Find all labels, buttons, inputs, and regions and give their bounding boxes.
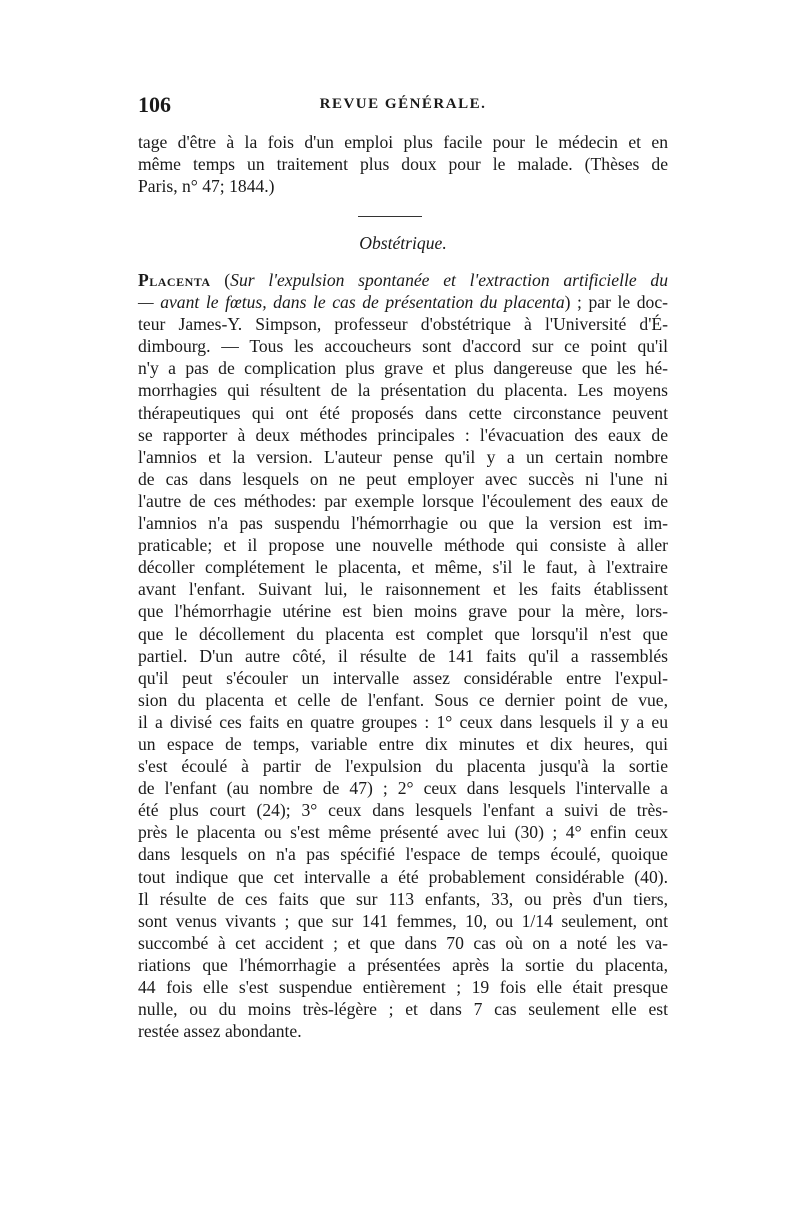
text-line: de l'enfant (au nombre de 47) ; 2° ceux dans lesquels l'intervalle a — [138, 778, 668, 799]
text-line: nulle, ou du moins très-légère ; et dans 7 cas seulement elle est — [138, 999, 668, 1020]
open-paren: ( — [210, 270, 231, 290]
text-line: n'y a pas de complication plus grave et plus dangereuse que les hé- — [138, 358, 668, 379]
text-line: tout indique que cet intervalle a été probablement considérable (40). — [138, 866, 668, 887]
text-line: l'amnios et la version. L'auteur pense qu'il y a un certain nombre — [138, 446, 668, 467]
text-line: succombé à cet accident ; et que dans 70 cas où on a noté les va- — [138, 932, 668, 953]
text-line: s'est écoulé à partir de l'expulsion du placenta jusqu'à la sortie — [138, 756, 668, 777]
text-line: été plus court (24); 3° ceux dans lesquels l'enfant a suivi de très- — [138, 800, 668, 821]
text-line: de cas dans lesquels on ne peut employer avec succès ni l'une ni — [138, 468, 668, 489]
section-title: Obstétrique. — [359, 233, 447, 253]
text-line: tage d'être à la fois d'un emploi plus facile pour le médecin et en — [138, 132, 668, 152]
text-line: il a divisé ces faits en quatre groupes : 1° ceux dans lesquels il y a eu — [138, 711, 668, 732]
text-line: Paris, n° 47; 1844.) — [138, 176, 275, 197]
text-line: avant l'enfant. Suivant lui, le raisonnement et les faits établissent — [138, 579, 668, 600]
text-line: l'amnios n'a pas suspendu l'hémorrhagie ou que la version est im- — [138, 513, 668, 534]
text-line: même temps un traitement plus doux pour le malade. (Thèses de — [138, 154, 668, 175]
text-line: restée assez abondante. — [138, 1021, 302, 1042]
section-divider — [358, 216, 422, 217]
text-line: partiel. D'un autre côté, il résulte de 141 faits qu'il a rassemblés — [138, 645, 668, 666]
lead-term: Placenta — [138, 270, 211, 290]
text-line: sion du placenta et celle de l'enfant. Sous ce dernier point de vue, — [138, 689, 668, 710]
article-second-line — [138, 291, 668, 313]
page-header — [138, 92, 668, 122]
text-line: morrhagies qui résultent de la présentation du placenta. Les moyens — [138, 380, 668, 401]
text-line: l'autre de ces méthodes: par exemple lorsque l'écoulement des eaux de — [138, 490, 668, 511]
text-line: 44 fois elle s'est suspendue entièrement ; 19 fois elle était presque — [138, 977, 668, 997]
article-paragraph — [138, 269, 668, 1042]
article-first-line — [138, 269, 668, 291]
carryover-paragraph — [138, 131, 668, 197]
text-line: teur James-Y. Simpson, professeur d'obstétrique à l'Université d'É- — [138, 314, 668, 335]
running-title: REVUE GÉNÉRALE. — [319, 96, 487, 112]
text-line: se rapporter à deux méthodes principales : l'évacuation des eaux de — [138, 424, 668, 445]
article-subtitle-part2: — avant le fœtus, dans le cas de présentation du placenta — [138, 292, 565, 313]
text-line: près le placenta ou s'est même présenté avec lui (30) ; 4° enfin ceux — [138, 822, 668, 843]
text-line: thérapeutiques qui ont été proposés dans cette circonstance peuvent — [138, 402, 668, 423]
text-line: riations que l'hémorrhagie a présentées après la sortie du placenta, — [138, 954, 668, 975]
text-line: qu'il peut s'écouler un intervalle assez considérable entre l'expul- — [138, 667, 668, 688]
text-line: un espace de temps, variable entre dix minutes et dix heures, qui — [138, 733, 668, 754]
article-subtitle-part1: Sur l'expulsion spontanée et l'extraction artificielle du — [230, 270, 668, 290]
text-line: que l'hémorrhagie utérine est bien moins grave pour la mère, lors- — [138, 601, 668, 622]
text-line: que le décollement du placenta est complet que lorsqu'il n'est que — [138, 623, 668, 644]
text-line: dans lesquels on n'a pas spécifié l'espace de temps écoulé, quoique — [138, 844, 668, 865]
text-line: Il résulte de ces faits que sur 113 enfants, 33, ou près d'un tiers, — [138, 888, 668, 909]
text-line: décoller complétement le placenta, et même, s'il le faut, à l'extraire — [138, 557, 668, 578]
article-body-lines — [138, 313, 668, 1042]
page-number: 106 — [138, 92, 171, 117]
text-line: sont venus vivants ; que sur 141 femmes, 10, ou 1/14 seulement, ont — [138, 910, 668, 931]
text-line: dimbourg. — Tous les accoucheurs sont d'accord sur ce point qu'il — [138, 336, 668, 357]
author-intro: ) ; par le doc- — [564, 292, 668, 313]
text-line: praticable; et il propose une nouvelle méthode qui consiste à aller — [138, 535, 668, 556]
